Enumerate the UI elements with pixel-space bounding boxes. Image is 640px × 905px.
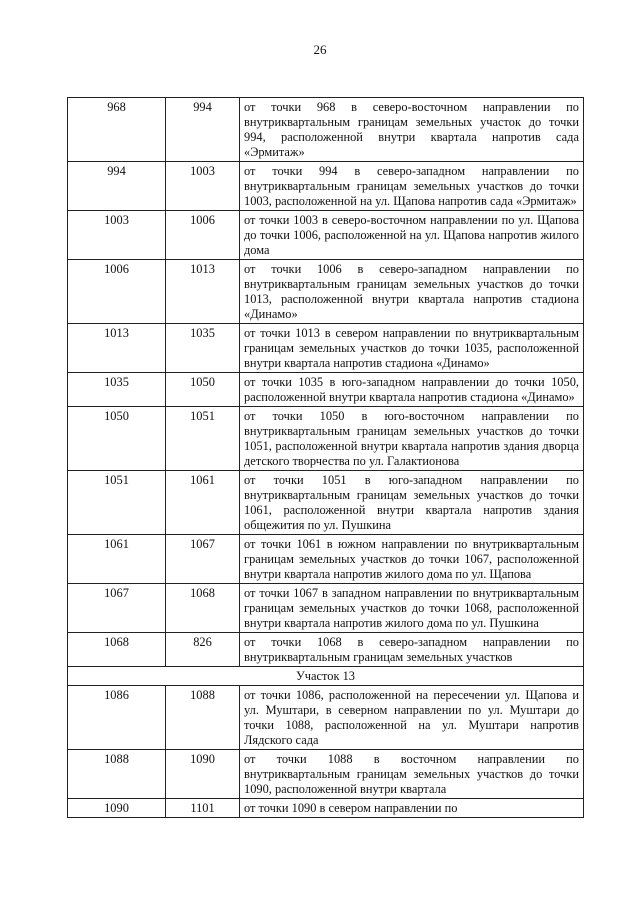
section-title: Участок 13 bbox=[68, 667, 584, 686]
description-cell: от точки 1068 в северо-западном направлении по внутриквартальным границам земельных участков bbox=[240, 633, 584, 667]
from-point-cell: 1086 bbox=[68, 686, 166, 750]
description-cell: от точки 1050 в юго-восточном направлении по внутриквартальным границам земельных участков до точки 1051, расположенной внутри квартала напротив здания дворца детского творчества по ул. Галактионова bbox=[240, 407, 584, 471]
table-row bbox=[68, 162, 584, 211]
from-point-cell: 1088 bbox=[68, 750, 166, 799]
to-point-cell: 1035 bbox=[166, 324, 240, 373]
to-point-cell: 1050 bbox=[166, 373, 240, 407]
table-row bbox=[68, 584, 584, 633]
description-cell: от точки 1035 в юго-западном направлении до точки 1050, расположенной внутри квартала напротив стадиона «Динамо» bbox=[240, 373, 584, 407]
table-row bbox=[68, 686, 584, 750]
table-row bbox=[68, 98, 584, 162]
table-row bbox=[68, 324, 584, 373]
table-row bbox=[68, 471, 584, 535]
to-point-cell: 1013 bbox=[166, 260, 240, 324]
description-cell: от точки 1090 в севером направлении по bbox=[240, 799, 584, 818]
description-cell: от точки 1086, расположенной на пересечении ул. Щапова и ул. Муштари, в северном направлении по ул. Муштари до точки 1088, расположенной на ул. Муштари напротив Лядского сада bbox=[240, 686, 584, 750]
from-point-cell: 994 bbox=[68, 162, 166, 211]
boundary-table bbox=[67, 97, 584, 818]
description-cell: от точки 1061 в южном направлении по внутриквартальным границам земельных участков до точки 1067, расположенной внутри квартала напротив жилого дома по ул. Щапова bbox=[240, 535, 584, 584]
description-cell: от точки 1067 в западном направлении по внутриквартальным границам земельных участков до точки 1068, расположенной внутри квартала напротив жилого дома по ул. Пушкина bbox=[240, 584, 584, 633]
description-cell: от точки 1013 в севером направлении по внутриквартальным границам земельных участков до точки 1035, расположенной внутри квартала напротив стадиона «Динамо» bbox=[240, 324, 584, 373]
to-point-cell: 1067 bbox=[166, 535, 240, 584]
description-cell: от точки 1003 в северо-восточном направлении по ул. Щапова до точки 1006, расположенной на ул. Щапова напротив жилого дома bbox=[240, 211, 584, 260]
table-row bbox=[68, 211, 584, 260]
to-point-cell: 1090 bbox=[166, 750, 240, 799]
from-point-cell: 1068 bbox=[68, 633, 166, 667]
to-point-cell: 1003 bbox=[166, 162, 240, 211]
table-row bbox=[68, 799, 584, 818]
table-row bbox=[68, 633, 584, 667]
to-point-cell: 1051 bbox=[166, 407, 240, 471]
from-point-cell: 968 bbox=[68, 98, 166, 162]
to-point-cell: 1006 bbox=[166, 211, 240, 260]
to-point-cell: 1068 bbox=[166, 584, 240, 633]
to-point-cell: 994 bbox=[166, 98, 240, 162]
table-row bbox=[68, 750, 584, 799]
from-point-cell: 1013 bbox=[68, 324, 166, 373]
from-point-cell: 1067 bbox=[68, 584, 166, 633]
description-cell: от точки 1051 в юго-западном направлении по внутриквартальным границам земельных участков до точки 1061, расположенной внутри квартала напротив здания общежития по ул. Пушкина bbox=[240, 471, 584, 535]
to-point-cell: 1101 bbox=[166, 799, 240, 818]
from-point-cell: 1003 bbox=[68, 211, 166, 260]
description-cell: от точки 968 в северо-восточном направлении по внутриквартальным границам земельных участок до точки 994, расположенной внутри квартала напротив сада «Эрмитаж» bbox=[240, 98, 584, 162]
from-point-cell: 1090 bbox=[68, 799, 166, 818]
description-cell: от точки 1088 в восточном направлении по внутриквартальным границам земельных участков до точки 1090, расположенной внутри квартала bbox=[240, 750, 584, 799]
to-point-cell: 1061 bbox=[166, 471, 240, 535]
boundary-table-body bbox=[68, 98, 584, 818]
page-number: 26 bbox=[313, 42, 327, 57]
to-point-cell: 826 bbox=[166, 633, 240, 667]
from-point-cell: 1051 bbox=[68, 471, 166, 535]
to-point-cell: 1088 bbox=[166, 686, 240, 750]
table-row bbox=[68, 407, 584, 471]
table-row bbox=[68, 535, 584, 584]
section-row bbox=[68, 667, 584, 686]
from-point-cell: 1035 bbox=[68, 373, 166, 407]
from-point-cell: 1050 bbox=[68, 407, 166, 471]
description-cell: от точки 1006 в северо-западном направлении по внутриквартальным границам земельных участков до точки 1013, расположенной внутри квартала напротив стадиона «Динамо» bbox=[240, 260, 584, 324]
table-row bbox=[68, 373, 584, 407]
from-point-cell: 1006 bbox=[68, 260, 166, 324]
from-point-cell: 1061 bbox=[68, 535, 166, 584]
description-cell: от точки 994 в северо-западном направлении по внутриквартальным границам земельных участков до точки 1003, расположенной на ул. Щапова напротив сада «Эрмитаж» bbox=[240, 162, 584, 211]
table-row bbox=[68, 260, 584, 324]
